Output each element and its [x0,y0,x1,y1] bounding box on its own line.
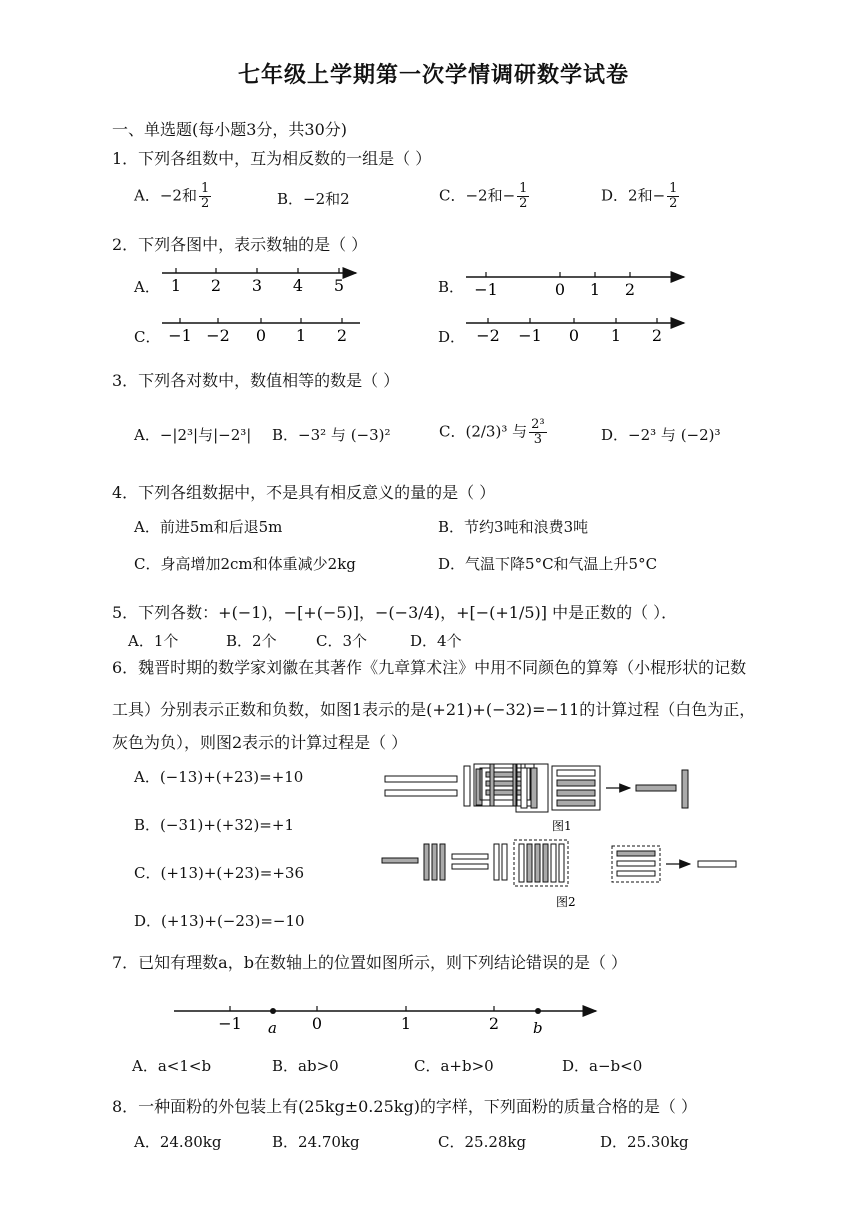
numerator: 1 [200,181,210,196]
q7-axis-ticks [218,1006,499,1033]
axis-tick-label: 0 [568,326,580,345]
axis-c-ticks [168,318,347,345]
white-rod [385,790,457,796]
white-rod [559,844,564,882]
gray-rod [527,844,532,882]
q7-option-c[interactable]: C．a+b>0 [414,1057,494,1075]
axis-tick-label: 0 [554,280,566,299]
q8-option-a[interactable]: A．24.80kg [134,1133,222,1151]
q5-option-a[interactable]: A．1个 [128,632,179,650]
gray-rod [424,844,429,880]
option-text: −|2³|与|−2³| [159,426,252,444]
question-8-stem: 8．一种面粉的外包装上有(25kg±0.25kg)的字样，下列面粉的质量合格的是（ ） [112,1097,698,1116]
axis-tick-label: 0 [255,326,267,345]
q3-option-a[interactable] [134,424,251,445]
gray-rod [636,785,676,791]
q8-option-d[interactable]: D．25.30kg [600,1133,689,1151]
option-label: B． [272,426,299,444]
option-text: (2/3)³ 与 [465,422,528,441]
point-a [270,1008,276,1014]
axis-d-ticks [476,318,662,345]
gray-rod [557,790,595,796]
white-rod [617,861,655,866]
gray-rod [617,851,655,856]
white-rod [385,776,457,782]
axis-tick-label: −1 [218,1014,242,1033]
gray-rod [432,844,437,880]
white-rod [551,844,556,882]
fraction [199,182,211,211]
white-rod [494,844,499,880]
option-label: C． [439,186,466,205]
gray-rod [535,844,540,882]
q8-option-b[interactable]: B．24.70kg [272,1133,360,1151]
white-rod [617,871,655,876]
white-rod [698,861,736,867]
white-rod [452,854,488,859]
q2-option-d-label[interactable]: D． [438,328,466,346]
option-label: D． [601,426,629,444]
option-text: −2和 [159,186,197,205]
axis-tick-label: 2 [624,280,636,299]
gray-rod [682,770,688,808]
q3-option-c[interactable] [439,418,549,447]
white-rod [521,768,527,808]
counting-rods-figures [380,760,740,910]
white-rod [519,844,524,882]
numerator: 2³ [531,417,545,432]
q7-option-b[interactable]: B．ab>0 [272,1057,339,1075]
q1-option-b[interactable] [277,188,350,209]
q1-option-a[interactable] [134,182,213,211]
q4-option-c[interactable]: C．身高增加2cm和体重减少2kg [134,555,356,573]
question-1-stem: 1．下列各组数中，互为相反数的一组是（ ） [112,149,432,168]
q5-option-c[interactable]: C．3个 [316,632,368,650]
option-text: −2³ 与 (−2)³ [628,426,721,444]
axis-tick-label: 2 [488,1014,500,1033]
figure-1-rods [385,762,534,806]
gray-rod [490,764,494,806]
axis-tick-label: −2 [476,326,500,345]
point-b-label: b [533,1019,543,1037]
question-5-stem: 5．下列各数：+(−1)，−[+(−5)]，−(−3/4)，+[−(+1/5)] 中是正数的（ ）． [112,603,678,622]
axis-tick-label: 1 [589,280,601,299]
option-text: −2和− [465,186,516,205]
q6-option-d[interactable]: D．(+13)+(−23)=−10 [134,912,305,930]
option-label: A． [134,426,160,444]
question-4-stem: 4．下列各组数据中，不是具有相反意义的量的是（ ） [112,483,496,502]
axis-tick-label: −1 [518,326,542,345]
denominator: 2 [519,196,528,211]
q2-number-lines [0,260,867,350]
axis-tick-label: 3 [251,276,263,295]
axis-tick-label: 1 [295,326,307,345]
q7-number-line [160,995,610,1040]
q2-option-b-label[interactable]: B． [438,278,465,296]
fraction [517,182,529,211]
question-7-stem: 7．已知有理数a，b在数轴上的位置如图所示，则下列结论错误的是（ ） [112,953,628,972]
option-text: −2和2 [303,190,350,208]
gray-rod [543,844,548,882]
axis-b-ticks [474,272,635,299]
gray-rod [557,780,595,786]
axis-tick-label: 1 [400,1014,412,1033]
figure-2-rods [382,840,736,886]
question-6-stem-line2: 工具）分别表示正数和负数，如图1表示的是(+21)+(−32)=−11的计算过程（白色为正， [112,700,756,719]
q7-option-d[interactable]: D．a−b<0 [562,1057,643,1075]
point-a-label: a [268,1019,277,1037]
fraction [529,418,546,447]
fraction [667,182,679,211]
axis-tick-label: −2 [206,326,230,345]
figure-1-result-group [516,764,688,812]
white-rod [464,766,470,806]
white-rod [452,864,488,869]
q1-option-d[interactable] [601,182,681,211]
q2-option-c-label[interactable]: C． [134,328,161,346]
gray-rod [531,768,537,808]
q5-option-d[interactable]: D．4个 [410,632,462,650]
option-label: D． [601,186,629,205]
option-label: A． [134,186,160,205]
white-rod [557,770,595,776]
axis-tick-label: −1 [168,326,192,345]
q4-option-d[interactable]: D．气温下降5°C和气温上升5°C [438,555,658,573]
gray-rod [440,844,445,880]
axis-tick-label: 1 [170,276,182,295]
axis-tick-label: 2 [651,326,663,345]
white-rod [502,844,507,880]
axis-tick-label: 2 [210,276,222,295]
q4-option-b[interactable]: B．节约3吨和浪费3吨 [438,518,589,536]
axis-tick-label: −1 [474,280,498,299]
axis-tick-label: 1 [610,326,622,345]
axis-tick-label: 2 [336,326,348,345]
question-3-stem: 3．下列各对数中，数值相等的数是（ ） [112,371,400,390]
question-6-stem-line3: 灰色为负），则图2表示的计算过程是（ ） [112,733,408,752]
q6-option-b[interactable]: B．(−31)+(+32)=+1 [134,816,294,834]
option-label: B． [277,190,304,208]
question-2-stem: 2．下列各图中，表示数轴的是（ ） [112,235,368,254]
q7-option-a[interactable]: A．a<1<b [132,1057,212,1075]
q6-option-c[interactable]: C．(+13)+(+23)=+36 [134,864,304,882]
point-b [535,1008,541,1014]
figure-1-caption: 图1 [552,819,572,833]
q3-option-d[interactable] [601,424,721,445]
denominator: 2 [200,196,210,211]
option-text: −3² 与 (−3)² [298,426,391,444]
q1-option-c[interactable] [439,182,531,211]
option-label: C． [439,422,466,441]
section-heading: 一、单选题(每小题3分，共30分) [112,120,348,139]
axis-tick-label: 5 [333,276,345,295]
page-title: 七年级上学期第一次学情调研数学试卷 [237,62,629,88]
gray-rod [382,858,418,863]
q2-option-a-label[interactable]: A． [134,278,160,296]
gray-rod [557,800,595,806]
denominator: 2 [669,196,678,211]
q5-option-b[interactable]: B．2个 [226,632,277,650]
q6-option-a[interactable]: A．(−13)+(+23)=+10 [134,768,304,786]
option-text: 2和− [628,186,666,205]
q4-option-a[interactable]: A．前进5m和后退5m [134,518,283,536]
q3-option-b[interactable] [272,424,391,445]
figure-2-caption: 图2 [556,895,576,909]
question-6-stem-line1: 6．魏晋时期的数学家刘徽在其著作《九章算术注》中用不同颜色的算筹（小棍形状的记数 [112,658,747,677]
denominator: 3 [533,432,542,447]
axis-a-ticks [171,268,344,295]
q8-option-c[interactable]: C．25.28kg [438,1133,527,1151]
axis-tick-label: 0 [311,1014,323,1033]
numerator: 1 [519,181,528,196]
numerator: 1 [669,181,678,196]
axis-tick-label: 4 [292,276,304,295]
